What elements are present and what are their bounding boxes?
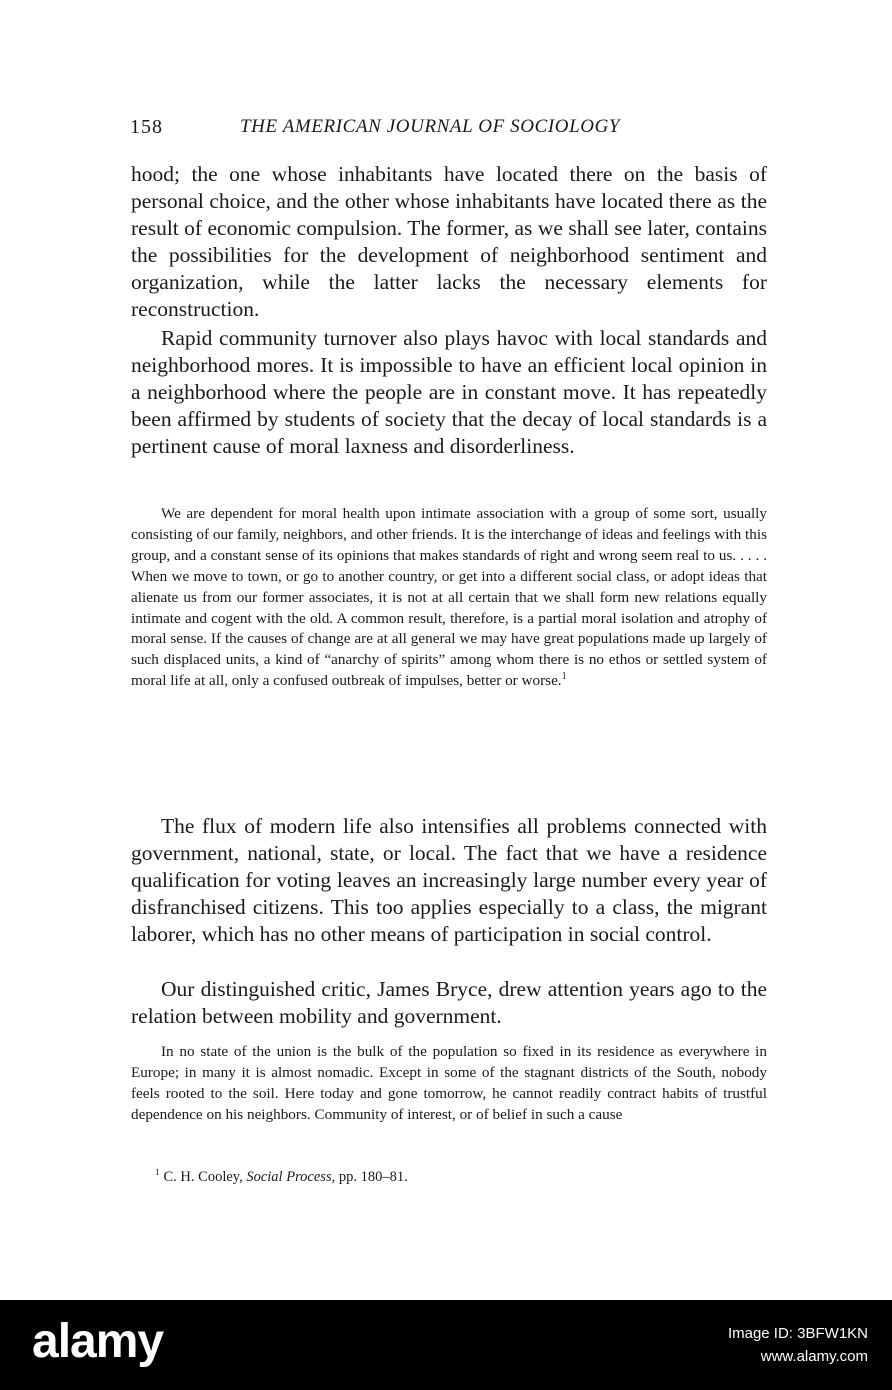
watermark-banner: [0, 1300, 892, 1390]
running-head: THE AMERICAN JOURNAL OF SOCIOLOGY: [240, 116, 621, 137]
page-number: 158: [130, 116, 163, 138]
block-quote-cooley: [131, 504, 767, 692]
paragraph-2: Rapid community turnover also plays havoc with local standards and neighborhood mores. It is impossible to have an efficient local opinion in a neighborhood where the people are in constant move. It has repeatedly been affirmed by students of society that the decay of local standards is a pertinent cause of moral laxness and disorderliness.: [131, 326, 767, 459]
footnote-reference: 1: [561, 671, 567, 683]
footnote-pages: pp. 180–81.: [338, 1169, 408, 1185]
alamy-logo: alamy: [32, 1315, 164, 1368]
site-url: www.alamy.com: [760, 1348, 868, 1365]
block-quote-bryce: In no state of the union is the bulk of the population so fixed in its residence as everywhere in Europe; in many it is almost nomadic. Except in some of the stagnant districts of the South, nobody feels rooted to the soil. Here today and gone tomorrow, he cannot readily contract habits of trustful dependence on his neighbors. Community of interest, or of belief in such a cause: [131, 1043, 767, 1123]
footnote-mark: 1: [155, 1167, 160, 1178]
footnote: [155, 1168, 408, 1186]
paragraph-4: Our distinguished critic, James Bryce, drew attention years ago to the relation between mobility and government.: [131, 977, 767, 1029]
banner-info: [728, 1322, 868, 1368]
block-quote-cooley-text: We are dependent for moral health upon intimate association with a group of some sort, usually consisting of our family, neighbors, and other friends. It is the interchange of ideas and feelings with this group, and a constant sense of its opinions that makes standards of right and wrong seem real to us. . . . . When we move to town, or go to another country, or get into a different social class, or adopt ideas that alienate us from our former associates, it is not at all certain that we shall form new relations equally intimate and cogent with the old. A common result, therefore, is a partial moral isolation and atrophy of moral sense. If the causes of change are at all general we may have great populations made up largely of such displaced units, a kind of “anarchy of spirits” among whom there is no ethos or settled system of moral life at all, only a confused outbreak of impulses, better or worse.: [131, 505, 767, 690]
footnote-title: Social Process,: [246, 1169, 336, 1185]
paragraph-3: The flux of modern life also intensifies all problems connected with government, national, state, or local. The fact that we have a residence qualification for voting leaves an increasingly large number every year of disfranchised citizens. This too applies especially to a class, the migrant laborer, which has no other means of participation in social control.: [131, 814, 767, 947]
page-header: [130, 116, 770, 146]
paragraph-1: hood; the one whose inhabitants have located there on the basis of personal choice, and the other whose inhabitants have located there as the result of economic compulsion. The former, as we shall see later, contains the possibilities for the development of neighborhood sentiment and organization, while the latter lacks the necessary elements for reconstruction.: [131, 162, 767, 322]
footnote-author: C. H. Cooley,: [163, 1169, 243, 1185]
image-id-label: Image ID: 3BFW1KN: [727, 1325, 868, 1342]
